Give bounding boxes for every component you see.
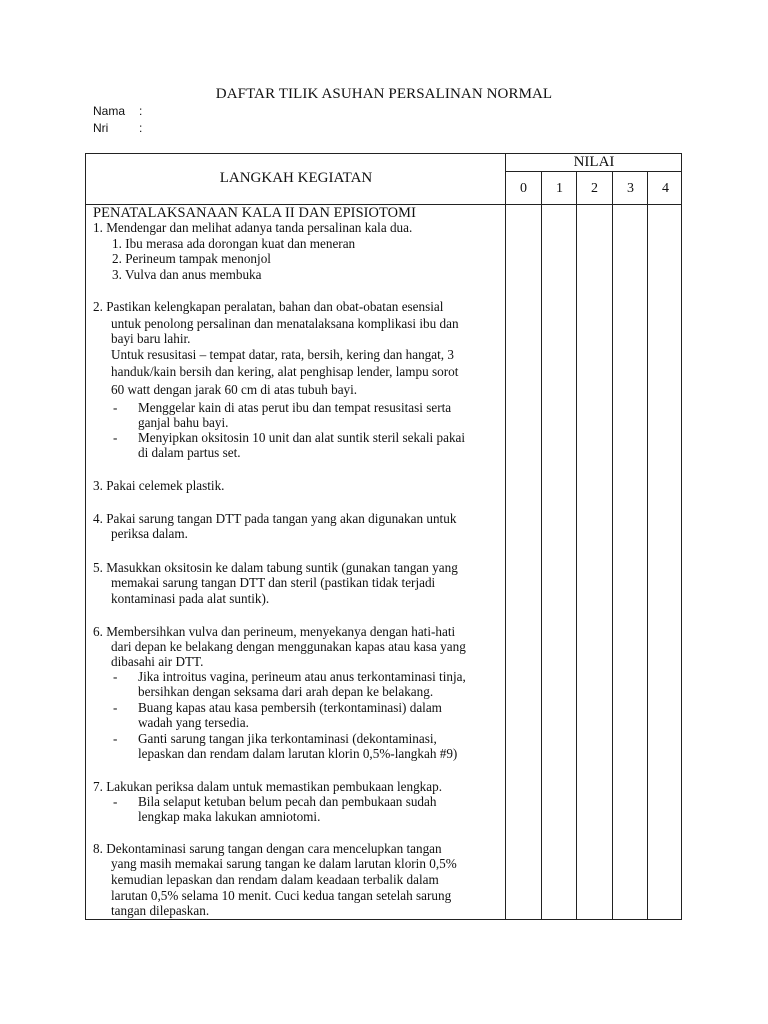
step-6-line-3: dibasahi air DTT.	[111, 654, 204, 669]
step-7-bullet-1-cont: lengkap maka lakukan amniotomi.	[138, 809, 321, 824]
step-8-line-4: larutan 0,5% selama 10 menit. Cuci kedua tangan setelah sarung	[111, 888, 452, 903]
step-2: 2. Pastikan kelengkapan peralatan, bahan dan obat-obatan esensial	[93, 299, 444, 314]
step-6-line-2: dari depan ke belakang dengan menggunakan kapas atau kasa yang	[111, 639, 466, 654]
nri-field	[93, 121, 142, 135]
step-2-line-4: Untuk resusitasi – tempat datar, rata, bersih, kering dan hangat, 3	[111, 347, 454, 362]
bullet-dash: -	[113, 669, 118, 684]
bullet-dash: -	[113, 430, 118, 445]
nama-label: Nama	[93, 104, 126, 118]
bullet-dash: -	[113, 400, 118, 415]
step-2-bullet-2: Menyipkan oksitosin 10 unit dan alat suntik steril sekali pakai	[138, 430, 466, 445]
step-2-line-5: handuk/kain bersih dan kering, alat penghisap lender, lampu sorot	[111, 364, 459, 379]
nri-separator: :	[139, 121, 143, 135]
step-2-bullet-1-cont: ganjal bahu bayi.	[138, 415, 229, 430]
step-8-line-2: yang masih memakai sarung tangan ke dalam larutan klorin 0,5%	[111, 856, 457, 871]
step-5: 5. Masukkan oksitosin ke dalam tabung suntik (gunakan tangan yang	[93, 560, 458, 575]
step-4: 4. Pakai sarung tangan DTT pada tangan yang akan digunakan untuk	[93, 511, 457, 526]
bullet-dash: -	[113, 794, 118, 809]
step-5-line-2: memakai sarung tangan DTT dan steril (pastikan tidak terjadi	[111, 575, 436, 590]
header-langkah-kegiatan: LANGKAH KEGIATAN	[219, 170, 373, 186]
nama-field	[93, 104, 142, 118]
step-8: 8. Dekontaminasi sarung tangan dengan cara mencelupkan tangan	[93, 841, 442, 856]
step-1-sub-1: 1. Ibu merasa ada dorongan kuat dan meneran	[112, 236, 356, 251]
step-6-bullet-3: Ganti sarung tangan jika terkontaminasi (dekontaminasi,	[138, 731, 437, 746]
step-6-bullet-1: Jika introitus vagina, perineum atau anus terkontaminasi tinja,	[138, 669, 466, 684]
step-1-sub-2: 2. Perineum tampak menonjol	[112, 251, 271, 266]
step-6: 6. Membersihkan vulva dan perineum, menyekanya dengan hati-hati	[93, 624, 456, 639]
step-2-line-6: 60 watt dengan jarak 60 cm di atas tubuh bayi.	[111, 382, 358, 397]
document-title: DAFTAR TILIK ASUHAN PERSALINAN NORMAL	[215, 86, 553, 102]
step-2-line-2: untuk penolong persalinan dan menatalaksana komplikasi ibu dan	[111, 316, 459, 331]
step-2-bullet-1: Menggelar kain di atas perut ibu dan tempat resusitasi serta	[138, 400, 452, 415]
section-title: PENATALAKSANAAN KALA II DAN EPISIOTOMI	[93, 205, 416, 221]
step-2-line-3: bayi baru lahir.	[111, 331, 191, 346]
score-column-2: 2	[591, 181, 598, 196]
step-4-cont: periksa dalam.	[111, 526, 188, 541]
score-column-1: 1	[556, 181, 563, 196]
step-8-line-3: kemudian lepaskan dan rendam dalam keadaan terbalik dalam	[111, 872, 439, 887]
step-1: 1. Mendengar dan melihat adanya tanda persalinan kala dua.	[93, 220, 413, 235]
step-6-bullet-3-cont: lepaskan dan rendam dalam larutan klorin 0,5%-langkah #9)	[138, 746, 458, 761]
step-8-line-5: tangan dilepaskan.	[111, 903, 210, 918]
score-column-0: 0	[520, 181, 527, 196]
score-column-4: 4	[662, 181, 669, 196]
score-column-3: 3	[627, 181, 634, 196]
step-1-sub-3: 3. Vulva dan anus membuka	[112, 267, 262, 282]
nri-label: Nri	[93, 121, 109, 135]
step-5-line-3: kontaminasi pada alat suntik).	[111, 591, 270, 606]
bullet-dash: -	[113, 700, 118, 715]
step-6-bullet-2: Buang kapas atau kasa pembersih (terkontaminasi) dalam	[138, 700, 442, 715]
nama-separator: :	[139, 104, 143, 118]
step-6-bullet-1-cont: bersihkan dengan seksama dari arah depan ke belakang.	[138, 684, 434, 699]
step-2-bullet-2-cont: di dalam partus set.	[138, 445, 241, 460]
bullet-dash: -	[113, 731, 118, 746]
header-nilai: NILAI	[573, 154, 615, 170]
step-7-bullet-1: Bila selaput ketuban belum pecah dan pembukaan sudah	[138, 794, 437, 809]
step-3: 3. Pakai celemek plastik.	[93, 478, 225, 493]
step-6-bullet-2-cont: wadah yang tersedia.	[138, 715, 249, 730]
step-7: 7. Lakukan periksa dalam untuk memastikan pembukaan lengkap.	[93, 779, 442, 794]
